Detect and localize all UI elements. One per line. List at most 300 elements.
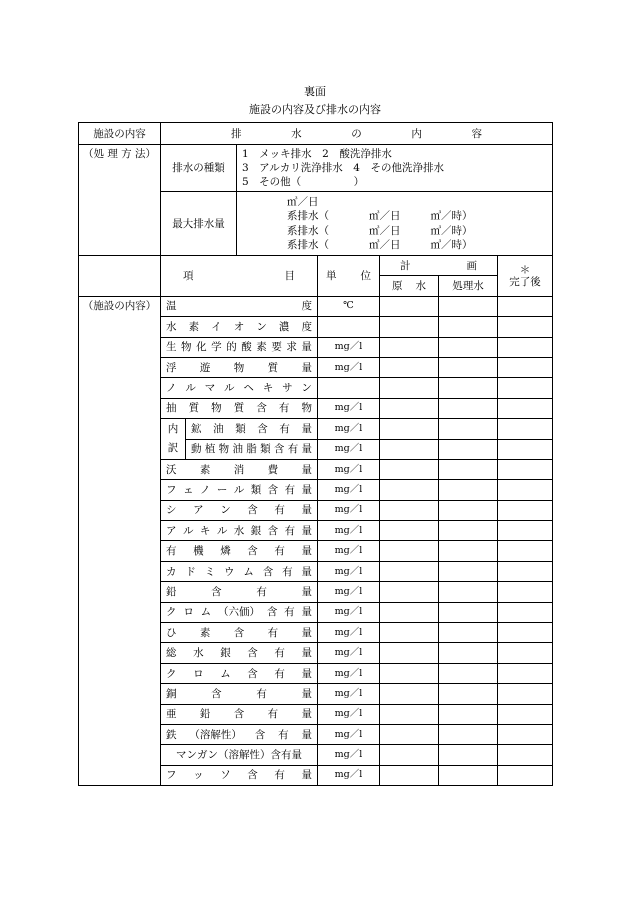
item-label (161, 684, 318, 704)
type-line-1: 1 メッキ排水 2 酸洗浄排水 (242, 148, 392, 160)
label-char: ッ (193, 769, 204, 782)
unit-cell: mg／l (318, 357, 380, 377)
item-label (161, 337, 318, 357)
label-char: ル (216, 524, 228, 537)
label-char: 物 (181, 341, 192, 354)
justified-text (161, 586, 317, 598)
label-char: 有 (267, 626, 279, 639)
label-char: 有 (279, 422, 290, 435)
label-char: 類 (235, 422, 246, 435)
raw-water-cell[interactable] (380, 561, 439, 581)
asterisk-mark: ＊ (519, 263, 531, 276)
volume-per-hour: ㎥／時） (430, 210, 473, 222)
after-completion-cell[interactable] (498, 439, 553, 459)
label-char: 量 (301, 626, 312, 639)
item-label (161, 765, 318, 785)
justified-text (380, 260, 497, 272)
after-completion-label: 完了後 (509, 275, 541, 288)
label-char: 量 (301, 341, 312, 354)
justified-text (161, 270, 317, 282)
label-char: ム (243, 565, 254, 578)
after-completion-cell[interactable] (498, 459, 553, 479)
label-char: 化 (196, 341, 207, 354)
label-char: 含 (211, 585, 222, 598)
volume-system-label: 系排水（ (287, 224, 329, 237)
label-char: マ (204, 382, 216, 395)
after-completion-cell[interactable] (498, 561, 553, 581)
label-char: 画 (466, 259, 477, 272)
label-char: 浮 (166, 361, 177, 374)
label-char: 量 (301, 728, 312, 741)
volume-line-total: ㎥／日 (287, 195, 319, 208)
label-char: 量 (301, 585, 312, 598)
label-char: 物 (301, 402, 312, 415)
label-char: 沃 (166, 463, 177, 476)
label-char: 学 (211, 341, 222, 354)
breakdown-char: 訳 (167, 442, 179, 455)
treated-water-cell[interactable] (439, 623, 498, 643)
treated-water-cell[interactable] (439, 459, 498, 479)
label-char: 内 (411, 127, 422, 140)
facility-content-label: （施設の内容） (79, 296, 161, 785)
wastewater-type-label: 排水の種類 (161, 145, 237, 192)
label-char: の (351, 127, 362, 140)
raw-water-cell[interactable] (380, 439, 439, 459)
item-label (186, 419, 318, 439)
label-char: 項 (183, 269, 194, 282)
label-char: 鉄 (166, 728, 177, 741)
blank-cell (79, 256, 161, 297)
treated-water-header: 処理水 (439, 276, 498, 296)
label-char: 量 (301, 545, 312, 558)
header-wastewater-content (161, 123, 553, 145)
label-char: 動 (191, 443, 202, 456)
treated-water-cell[interactable] (439, 643, 498, 663)
label-char: 総 (166, 647, 177, 660)
raw-water-cell[interactable] (380, 704, 439, 724)
label-char: 素 (199, 463, 211, 476)
label-char: 有 (274, 647, 285, 660)
label-char: 有 (274, 667, 285, 680)
label-char: 類 (250, 483, 262, 496)
label-char: ー (216, 483, 228, 496)
label-char: 容 (471, 127, 482, 140)
item-label (161, 704, 318, 724)
label-char: 排 (231, 127, 242, 140)
unit-cell: mg／l (318, 745, 380, 765)
label-char: 有 (284, 483, 296, 496)
after-completion-cell[interactable] (498, 541, 553, 561)
label-char: 含 (273, 443, 285, 456)
label-char: 脂 (246, 443, 257, 456)
unit-cell: mg／l (318, 623, 380, 643)
label-char: 度 (301, 320, 312, 333)
header-facility-content: 施設の内容 (79, 123, 161, 145)
treated-water-cell[interactable] (439, 724, 498, 744)
label-char: 量 (301, 524, 312, 537)
volume-line (287, 238, 552, 253)
unit-cell: ℃ (318, 296, 380, 316)
label-char: ア (166, 524, 177, 537)
label-char: 水 (193, 647, 204, 660)
label-char: フ (166, 769, 177, 782)
label-char: ル (182, 524, 194, 537)
after-completion-cell[interactable] (498, 602, 553, 622)
label-char: 有 (278, 728, 289, 741)
treated-water-cell[interactable] (439, 317, 498, 337)
treated-water-cell[interactable] (439, 602, 498, 622)
label-char: 量 (301, 708, 312, 721)
treated-water-cell[interactable] (439, 582, 498, 602)
unit-cell: mg／l (318, 684, 380, 704)
item-label (161, 623, 318, 643)
plan-column-header (380, 256, 498, 276)
label-char: 量 (301, 687, 312, 700)
unit-cell: mg／l (318, 724, 380, 744)
raw-water-cell[interactable] (380, 317, 439, 337)
label-char: 有 (256, 585, 267, 598)
label-char: ソ (220, 769, 231, 782)
label-char: ル (185, 382, 196, 395)
after-completion-cell[interactable] (498, 337, 553, 357)
after-completion-cell[interactable] (498, 684, 553, 704)
label-char: 目 (284, 269, 295, 282)
label-char: 含 (262, 565, 274, 578)
unit-cell (318, 378, 380, 398)
after-completion-header (498, 256, 553, 297)
treated-water-cell[interactable] (439, 684, 498, 704)
treated-water-cell[interactable] (439, 663, 498, 683)
item-column-header (161, 256, 318, 297)
label-char: ノ (199, 483, 211, 496)
raw-water-cell[interactable] (380, 745, 439, 765)
justified-text (161, 627, 317, 639)
volume-system-label: 系排水（ (287, 239, 329, 251)
label-char: ミ (204, 565, 216, 578)
raw-water-cell[interactable] (380, 378, 439, 398)
treated-water-cell[interactable] (439, 745, 498, 765)
label-char: ム (220, 667, 231, 680)
label-char: 要 (271, 341, 282, 354)
type-line-2: 3 アルカリ洗浄排水 4 その他洗浄排水 (242, 162, 444, 174)
max-discharge-values (237, 192, 553, 256)
after-completion-cell[interactable] (498, 317, 553, 337)
label-char: 有 (278, 402, 290, 415)
volume-line (287, 209, 552, 224)
justified-text (161, 688, 317, 700)
treated-water-cell[interactable] (439, 765, 498, 785)
unit-cell: mg／l (318, 541, 380, 561)
raw-water-cell[interactable] (380, 521, 439, 541)
label-char: 有 (287, 443, 299, 456)
label-char: 含 (266, 606, 278, 619)
raw-water-cell[interactable] (380, 337, 439, 357)
label-char: 物 (211, 402, 222, 415)
after-completion-cell[interactable] (498, 643, 553, 663)
label-char: 量 (301, 361, 312, 374)
unit-column-header (318, 256, 380, 297)
label-char: 有 (274, 545, 285, 558)
label-char: 有 (284, 606, 295, 619)
raw-water-cell[interactable] (380, 398, 439, 418)
justified-text (161, 362, 317, 374)
unit-cell: mg／l (318, 459, 380, 479)
item-label (161, 357, 318, 377)
item-label (161, 317, 318, 337)
wastewater-type-list (237, 145, 553, 192)
label-char: 量 (301, 565, 312, 578)
after-completion-cell[interactable] (498, 398, 553, 418)
justified-text (161, 128, 552, 140)
raw-water-cell[interactable] (380, 296, 439, 316)
raw-water-header (380, 276, 439, 296)
label-char: 銀 (250, 524, 262, 537)
label-char: 質 (267, 361, 279, 374)
label-char: ロ (183, 606, 194, 619)
treated-water-cell[interactable] (439, 704, 498, 724)
label-char: キ (262, 382, 274, 395)
breakdown-char: 内 (167, 423, 179, 436)
justified-text (161, 729, 317, 741)
label-char: 物 (218, 443, 230, 456)
justified-text (161, 606, 317, 618)
unit-cell: mg／l (318, 480, 380, 500)
label-char: 含 (267, 524, 279, 537)
label-char: 量 (301, 443, 312, 456)
label-char: 量 (301, 647, 312, 660)
label-char: （溶解性） (189, 728, 242, 741)
label-char: サ (282, 382, 293, 395)
raw-water-cell[interactable] (380, 541, 439, 561)
label-char: 質 (233, 402, 245, 415)
treated-water-cell[interactable] (439, 419, 498, 439)
label-char: 含 (247, 647, 258, 660)
after-completion-cell[interactable] (498, 623, 553, 643)
raw-water-cell[interactable] (380, 602, 439, 622)
label-char: 量 (301, 667, 312, 680)
treated-water-cell[interactable] (439, 521, 498, 541)
label-char: 水 (166, 320, 177, 333)
page-title: 裏面 (304, 85, 326, 98)
label-char: カ (166, 565, 177, 578)
justified-text (161, 504, 317, 516)
label-char: ノ (166, 382, 177, 395)
volume-per-hour: ㎥／時） (430, 239, 473, 251)
raw-water-cell[interactable] (380, 623, 439, 643)
label-char: 有 (166, 545, 177, 558)
unit-cell: mg／l (318, 561, 380, 581)
justified-text (161, 484, 317, 496)
label-char: 燐 (220, 545, 231, 558)
justified-text (161, 545, 317, 557)
after-completion-cell[interactable] (498, 419, 553, 439)
item-label (186, 439, 318, 459)
justified-text (161, 708, 317, 720)
raw-water-cell[interactable] (380, 643, 439, 663)
label-char: 有 (274, 504, 285, 517)
label-char: 含 (247, 769, 258, 782)
unit-cell: mg／l (318, 765, 380, 785)
unit-cell: mg／l (318, 337, 380, 357)
label-char: 含 (267, 483, 279, 496)
label-char: 銅 (166, 687, 177, 700)
label-char: 油 (213, 422, 224, 435)
label-char: ク (166, 606, 177, 619)
label-char: 酸 (241, 341, 252, 354)
raw-water-cell[interactable] (380, 765, 439, 785)
volume-system-label: 系排水（ (287, 210, 329, 222)
label-char: 類 (260, 443, 271, 456)
treated-water-cell[interactable] (439, 541, 498, 561)
after-completion-cell[interactable] (498, 378, 553, 398)
label-char: 量 (301, 769, 312, 782)
volume-per-day: ㎥／日 (369, 210, 401, 222)
item-label (161, 521, 318, 541)
label-char: 温 (166, 300, 177, 313)
treated-water-cell[interactable] (439, 357, 498, 377)
label-char: 含 (247, 504, 258, 517)
justified-text (161, 525, 317, 537)
justified-text (161, 668, 317, 680)
after-completion-cell[interactable] (498, 663, 553, 683)
unit-cell (318, 317, 380, 337)
raw-water-cell[interactable] (380, 419, 439, 439)
label-char: 量 (301, 422, 312, 435)
label-char: 含 (247, 667, 258, 680)
justified-text (161, 300, 317, 312)
after-completion-cell[interactable] (498, 296, 553, 316)
justified-text (161, 382, 317, 394)
after-completion-cell[interactable] (498, 500, 553, 520)
item-label (161, 724, 318, 744)
raw-water-cell[interactable] (380, 500, 439, 520)
label-char: 的 (226, 341, 237, 354)
label-char: 含 (254, 728, 266, 741)
label-char: 含 (211, 687, 222, 700)
volume-per-hour: ㎥／時） (430, 224, 473, 237)
label-char: 有 (256, 687, 267, 700)
label-char: （六価） (217, 606, 260, 619)
label-char: シ (166, 504, 177, 517)
after-completion-cell[interactable] (498, 765, 553, 785)
raw-water-cell[interactable] (380, 459, 439, 479)
unit-cell: mg／l (318, 419, 380, 439)
label-char: 水 (415, 280, 426, 293)
label-char: ク (166, 667, 177, 680)
unit-cell: mg／l (318, 643, 380, 663)
item-label (161, 296, 318, 316)
after-completion-cell[interactable] (498, 724, 553, 744)
after-completion-cell[interactable] (498, 745, 553, 765)
treated-water-cell[interactable] (439, 480, 498, 500)
item-label (161, 541, 318, 561)
justified-text (161, 769, 317, 781)
label-char: 含 (256, 402, 267, 415)
label-char: ル (224, 382, 235, 395)
after-completion-cell[interactable] (498, 521, 553, 541)
label-char: 含 (233, 626, 245, 639)
unit-cell: mg／l (318, 704, 380, 724)
treated-water-cell[interactable] (439, 337, 498, 357)
label-char: 鉱 (191, 422, 202, 435)
label-char: ア (193, 504, 204, 517)
unit-cell: mg／l (318, 582, 380, 602)
after-completion-cell[interactable] (498, 357, 553, 377)
after-completion-cell[interactable] (498, 480, 553, 500)
page-subtitle: 施設の内容及び排水の内容 (249, 103, 381, 116)
label-char: 量 (301, 483, 312, 496)
raw-water-cell[interactable] (380, 724, 439, 744)
unit-cell: mg／l (318, 521, 380, 541)
volume-per-day: ㎥／日 (369, 239, 401, 251)
label-char: ル (233, 483, 245, 496)
item-label (161, 480, 318, 500)
after-completion-cell[interactable] (498, 582, 553, 602)
treated-water-cell[interactable] (439, 500, 498, 520)
justified-text (161, 321, 317, 333)
type-line-3: 5 その他（ ） (242, 176, 365, 188)
item-label (161, 745, 318, 765)
justified-text (161, 566, 317, 578)
justified-text (380, 280, 438, 292)
item-label (161, 459, 318, 479)
label-char: ェ (182, 483, 194, 496)
label-char: 質 (188, 402, 200, 415)
max-discharge-label: 最大排水量 (161, 192, 237, 256)
treated-water-cell[interactable] (439, 378, 498, 398)
label-char: 素 (188, 320, 200, 333)
method-label: （処 理 方 法） (79, 145, 161, 256)
label-char: 亜 (166, 708, 177, 721)
unit-cell: mg／l (318, 500, 380, 520)
label-char: ン (301, 382, 312, 395)
table-row (79, 296, 553, 316)
label-char: 含 (247, 545, 258, 558)
label-char: 量 (301, 504, 312, 517)
label-char: 有 (284, 524, 296, 537)
item-label (161, 602, 318, 622)
treated-water-cell[interactable] (439, 561, 498, 581)
unit-cell: mg／l (318, 663, 380, 683)
label-char: 単 (326, 269, 337, 282)
label-char: 位 (360, 269, 371, 282)
raw-water-cell[interactable] (380, 357, 439, 377)
label-char: 計 (400, 259, 411, 272)
label-char: 費 (267, 463, 279, 476)
after-completion-cell[interactable] (498, 704, 553, 724)
justified-text (161, 341, 317, 353)
label-char: 素 (256, 341, 267, 354)
label-char: 水 (291, 127, 302, 140)
label-char: 含 (257, 422, 268, 435)
raw-water-cell[interactable] (380, 684, 439, 704)
unit-cell: mg／l (318, 602, 380, 622)
label-char: ム (200, 606, 212, 619)
raw-water-cell[interactable] (380, 663, 439, 683)
treated-water-cell[interactable] (439, 398, 498, 418)
treated-water-cell[interactable] (439, 439, 498, 459)
justified-text (161, 464, 317, 476)
item-label (161, 398, 318, 418)
label-char: 水 (233, 524, 245, 537)
item-label (161, 582, 318, 602)
item-label (161, 663, 318, 683)
treated-water-cell[interactable] (439, 296, 498, 316)
raw-water-cell[interactable] (380, 480, 439, 500)
raw-water-cell[interactable] (380, 582, 439, 602)
justified-text (186, 423, 317, 435)
item-label (161, 500, 318, 520)
